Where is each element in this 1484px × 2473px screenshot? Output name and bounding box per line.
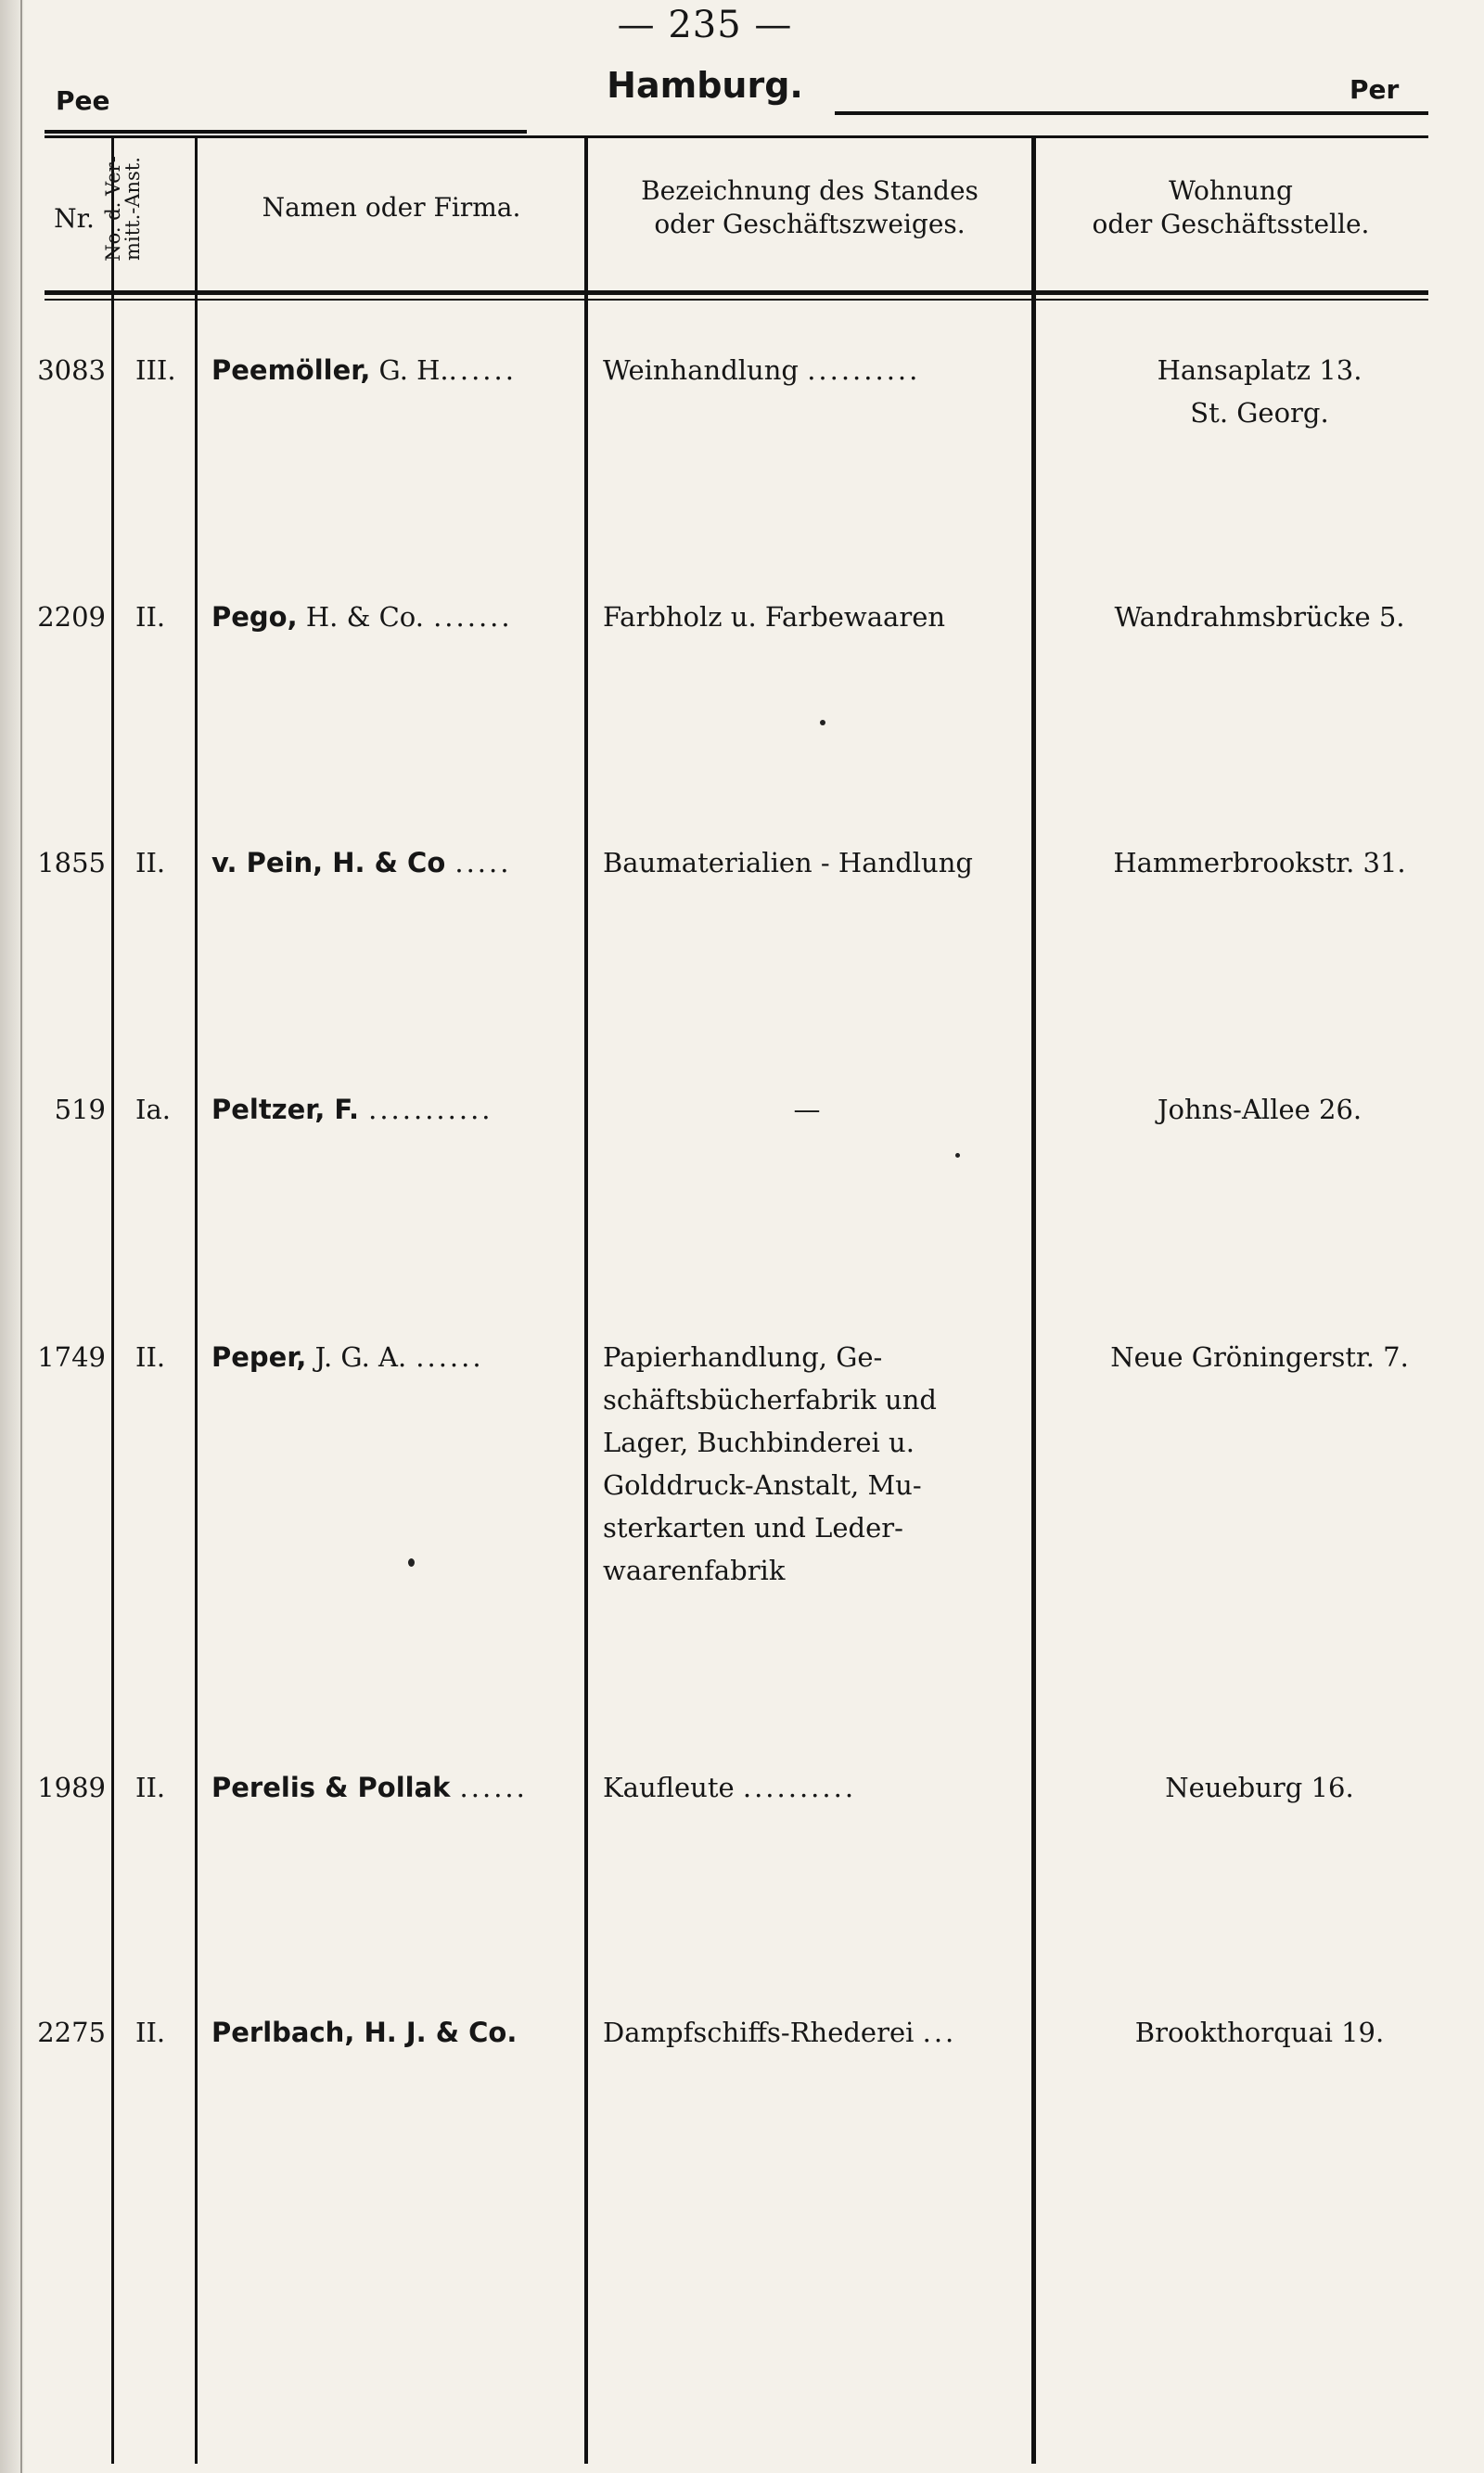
entry-business-text: Weinhandlung [603,354,799,386]
entry-name-bold: Peper, [211,1341,307,1373]
entry-address-line1: Neueburg 16. [1165,1772,1354,1803]
entry-business [603,2011,1030,2054]
leader-dots: ... [922,2017,957,2048]
entry-name [211,841,511,884]
entry-business-line: schäftsbücherfabrik und [603,1384,937,1416]
entry-name [211,349,517,391]
entry-address [1065,349,1454,434]
entry-name-bold: Peltzer, F. [211,1094,359,1125]
entry-address-line1: Neue Gröningerstr. 7. [1110,1341,1409,1373]
entry-business-text: Dampfschiffs-Rhederei [603,2017,915,2048]
entry-address-line1: Brookthorquai 19. [1134,2017,1385,2048]
index-key-left: Pee [56,85,110,116]
entry-name-rest: G. H. [370,354,449,386]
entry-number: 1989 [37,1772,106,1803]
entry-number: 1749 [37,1341,106,1373]
header-vermittlung-line2: mitt.-Anst. [122,157,144,261]
entry-business-text: Kaufleute [603,1772,735,1803]
entry-number: 1855 [37,847,106,878]
leader-dots: .......... [807,354,921,386]
entry-address [1065,841,1454,884]
header-bottom-rule-2 [45,299,1428,301]
entry-business: Baumaterialien - Handlung [603,847,973,878]
header-address-line1: Wohnung [1169,175,1293,206]
page-number: — 235 — [617,4,793,46]
entry-business-line: sterkarten und Leder- [603,1512,903,1544]
ink-speck [408,1558,415,1567]
header-bottom-rule [45,290,1428,295]
entry-business [603,349,1030,391]
leader-dots: ..... [454,847,512,878]
entry-name-rest: J. G. A. [306,1341,407,1373]
entry-name [211,1088,493,1131]
entry-name [211,1766,528,1809]
entry-name-bold: Perlbach, H. J. & Co. [211,2017,518,2048]
header-business-line2: oder Geschäftszweiges. [654,209,966,239]
leader-dots: ........... [368,1094,493,1125]
entry-class: Ia. [135,1094,171,1125]
entry-address [1065,2011,1454,2054]
header-address [1036,174,1426,241]
column-divider-nr [111,135,114,2464]
entry-name [211,1336,484,1378]
entry-address-line2: St. Georg. [1190,397,1329,429]
entry-business [603,1766,1030,1809]
entry-address-line1: Johns-Allee 26. [1157,1094,1362,1125]
entry-class: II. [135,601,166,633]
entry-address-line1: Hansaplatz 13. [1157,354,1362,386]
entry-address [1065,1336,1454,1378]
entry-address [1065,1766,1454,1809]
entry-name [211,2011,517,2054]
entry-business-line: waarenfabrik [603,1555,786,1586]
leader-dots: ...... [448,354,517,386]
entry-class: II. [135,2017,166,2048]
entry-class: II. [135,847,166,878]
column-divider-business [1031,135,1036,2464]
leader-dots: ...... [416,1341,484,1373]
header-business [588,174,1031,241]
entry-number: 3083 [37,354,106,386]
entry-class: II. [135,1772,166,1803]
entry-number: 2275 [37,2017,106,2048]
entry-address-line1: Hammerbrookstr. 31. [1113,847,1406,878]
entry-address [1065,596,1454,638]
header-top-rule [45,135,1428,138]
entry-business: — [793,1094,821,1125]
leader-dots: ...... [459,1772,528,1803]
entry-number: 519 [54,1094,106,1125]
column-divider-class [195,135,198,2464]
entry-address [1065,1088,1454,1131]
entry-name-rest: H. & Co. [297,601,424,633]
entry-name-bold: Pego, [211,601,298,633]
header-nr: Nr. [54,203,95,234]
entry-class: II. [135,1341,166,1373]
entry-business-line: Lager, Buchbinderei u. [603,1427,915,1458]
heading-rule-right [835,111,1428,115]
header-business-line1: Bezeichnung des Standes [641,175,979,206]
entry-class: III. [135,354,176,386]
heading-rule-left [45,130,527,134]
header-address-line2: oder Geschäftsstelle. [1092,209,1370,239]
entry-name-bold: Peemöller, [211,354,371,386]
entry-address-line1: Wandrahmsbrücke 5. [1114,601,1405,633]
entry-name-bold: Perelis & Pollak [211,1772,451,1803]
leader-dots: ....... [433,601,513,633]
header-vermittlung [102,135,144,283]
ink-speck [955,1153,960,1158]
entry-business: Farbholz u. Farbewaaren [603,601,946,633]
leader-dots: .......... [742,1772,857,1803]
entry-name-bold: v. Pein, H. & Co [211,847,446,878]
column-divider-name [584,135,588,2464]
entry-business-line: Golddruck-Anstalt, Mu- [603,1469,922,1501]
entry-business-line: Papierhandlung, Ge- [603,1341,883,1373]
entry-business [603,1336,1030,1592]
header-vermittlung-line1: No. d. Ver- [102,156,124,262]
city-heading: Hamburg. [607,65,803,106]
header-name: Namen oder Firma. [262,192,521,223]
entry-name [211,596,513,638]
entry-number: 2209 [37,601,106,633]
ink-speck [820,720,825,725]
index-key-right: Per [1350,74,1400,105]
